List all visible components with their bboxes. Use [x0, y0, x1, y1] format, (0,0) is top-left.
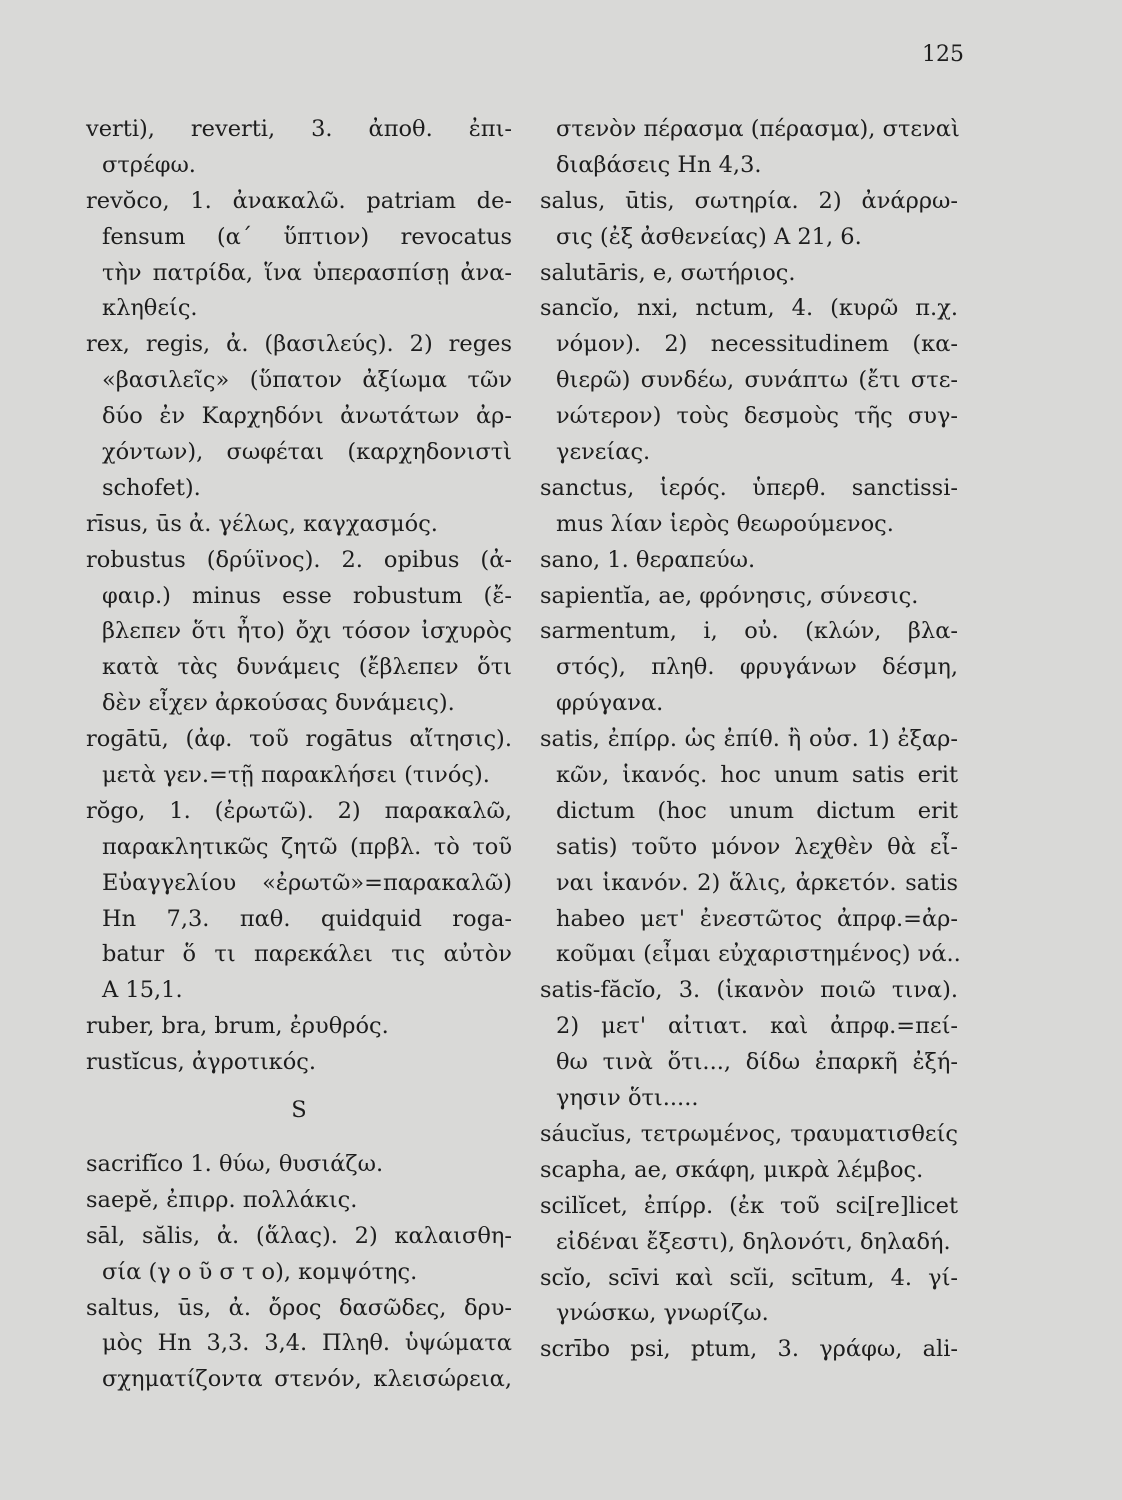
entry-continuation-line: νώτερον) τοὺς δεσμοὺς τῆς συγ- [556, 403, 958, 430]
entry-continuation-line: γησιν ὅτι..... [556, 1085, 699, 1112]
entry-continuation-line: fensum (α΄ ὕπτιον) revocatus [102, 223, 512, 250]
entry-line: scrībo psi, ptum, 3. γράφω, ali- [540, 1336, 958, 1363]
entry-line: sancĭo, nxi, nctum, 4. (κυρῶ π.χ. [540, 295, 958, 322]
entry-continuation-line: κατὰ τὰς δυνάμεις (ἔβλεπεν ὅτι [102, 654, 512, 681]
entry-line: salus, ūtis, σωτηρία. 2) ἀνάρρω- [540, 187, 958, 214]
entry-line: sáucĭus, τετρωμένος, τραυματισθείς [540, 1120, 958, 1147]
entry-continuation-line: δύο ἐν Καρχηδόνι ἀνωτάτων ἀρ- [102, 403, 512, 430]
entry-continuation-line: σία (γ ο ῦ σ τ ο), κομψότης. [102, 1258, 418, 1285]
entry-line: sapientĭa, ae, φρόνησις, σύνεσις. [540, 582, 919, 609]
entry-continuation-line: δὲν εἶχεν ἀρκούσας δυνάμεις). [102, 690, 455, 717]
entry-line: rex, regis, ἀ. (βασιλεύς). 2) reges [86, 331, 512, 358]
entry-line: sarmentum, i, οὐ. (κλών, βλα- [540, 618, 958, 645]
entry-line: saltus, ūs, ἀ. ὄρος δασῶδες, δρυ- [86, 1294, 512, 1321]
entry-continuation-line: βλεπεν ὅτι ἦτο) ὄχι τόσον ἰσχυρὸς [102, 618, 512, 645]
entry-continuation-line: ναι ἱκανόν. 2) ἅλις, ἀρκετόν. satis [556, 869, 958, 896]
entry-line: sacrifĭco 1. θύω, θυσιάζω. [86, 1150, 384, 1177]
section-letter: S [291, 1097, 307, 1124]
entry-continuation-line: dictum (hoc unum dictum erit [556, 797, 958, 824]
entry-continuation-line: στενὸν πέρασμα (πέρασμα), στεναὶ [556, 116, 960, 142]
entry-continuation-line: batur ὅ τι παρεκάλει τις αὐτὸν [102, 941, 512, 968]
right-column [540, 112, 961, 1368]
entry-continuation-line: 2) μετ' αἰτιατ. καὶ ἀπρφ.=πεί- [556, 1013, 958, 1040]
entry-line: rustĭcus, ἀγροτικός. [86, 1049, 317, 1076]
entry-line: sanctus, ἱερός. ὑπερθ. sanctissi- [540, 474, 958, 501]
entry-line: satis, ἐπίρρ. ὡς ἐπίθ. ἢ οὐσ. 1) ἐξαρ- [540, 726, 958, 753]
entry-continuation-line: φαιρ.) minus esse robustum (ἔ- [102, 582, 512, 609]
entry-continuation-line: κοῦμαι (εἶμαι εὐχαριστημένος) νά.. [556, 941, 961, 968]
entry-continuation-line: satis) τοῦτο μόνον λεχθὲν θὰ εἶ- [556, 833, 958, 860]
entry-continuation-line: τὴν πατρίδα, ἵνα ὑπερασπίσῃ ἀνα- [102, 259, 512, 286]
entry-continuation-line: κῶν, ἱκανός. hoc unum satis erit [556, 762, 958, 789]
entry-continuation-line: σχηματίζοντα στενόν, κλεισώρεια, [102, 1366, 512, 1393]
entry-continuation-line: χόντων), σωφέται (καρχηδονιστὶ [102, 439, 512, 466]
entry-continuation-line: Hn 7,3. παθ. quidquid roga- [102, 905, 512, 932]
entry-line: sano, 1. θεραπεύω. [540, 546, 756, 573]
entry-line: robustus (δρύϊνος). 2. opibus (ἀ- [86, 546, 512, 573]
entry-continuation-line: γενείας. [556, 439, 651, 466]
entry-line: rŏgo, 1. (ἐρωτῶ). 2) παρακαλῶ, [86, 797, 512, 824]
entry-line: verti), reverti, 3. ἀποθ. ἐπι- [86, 116, 512, 142]
entry-line: rogātū, (ἀφ. τοῦ rogātus αἴτησις). [86, 726, 512, 753]
entry-line: saepĕ, ἐπιρρ. πολλάκις. [86, 1186, 358, 1213]
entry-continuation-line: Εὐαγγελίου «ἐρωτῶ»=παρακαλῶ) [102, 869, 512, 896]
page-number: 125 [922, 42, 964, 67]
entry-line: rīsus, ūs ἀ. γέλως, καγχασμός. [86, 510, 438, 537]
left-column [86, 112, 512, 1398]
entry-continuation-line: «βασιλεῖς» (ὕπατον ἀξίωμα τῶν [102, 367, 512, 394]
entry-continuation-line: habeo μετ' ἐνεστῶτος ἀπρφ.=ἀρ- [556, 905, 958, 932]
entry-line: sāl, sălis, ἀ. (ἅλας). 2) καλαισθη- [86, 1222, 512, 1249]
entry-continuation-line: στός), πληθ. φρυγάνων δέσμη, [556, 654, 958, 681]
entry-continuation-line: εἰδέναι ἔξεστι), δηλονότι, δηλαδή. [556, 1228, 951, 1255]
entry-continuation-line: παρακλητικῶς ζητῶ (πρβλ. τὸ τοῦ [102, 833, 512, 860]
entry-continuation-line: mus λίαν ἱερὸς θεωρούμενος. [556, 510, 894, 537]
entry-continuation-line: A 15,1. [102, 977, 183, 1004]
entry-continuation-line: schofet). [102, 474, 201, 501]
entry-line: salutāris, e, σωτήριος. [540, 259, 796, 286]
entry-continuation-line: κληθείς. [102, 295, 198, 322]
entry-line: revŏco, 1. ἀνακαλῶ. patriam de- [86, 187, 512, 214]
entry-continuation-line: μὸς Hn 3,3. 3,4. Πληθ. ὑψώματα [102, 1330, 512, 1357]
entry-continuation-line: σις (ἐξ ἀσθενείας) A 21, 6. [556, 223, 862, 250]
entry-line: satis-făcĭo, 3. (ἱκανὸν ποιῶ τινα). [540, 977, 958, 1004]
entry-line: scĭo, scīvi καὶ scĭi, scītum, 4. γί- [540, 1264, 958, 1291]
entry-continuation-line: γνώσκω, γνωρίζω. [556, 1300, 769, 1327]
entry-continuation-line: στρέφω. [102, 151, 196, 178]
entry-continuation-line: θω τινὰ ὅτι..., δίδω ἐπαρκῆ ἐξή- [556, 1049, 958, 1076]
entry-continuation-line: θιερῶ) συνδέω, συνάπτω (ἔτι στε- [556, 367, 958, 394]
entry-continuation-line: διαβάσεις Hn 4,3. [556, 151, 762, 178]
entry-line: scapha, ae, σκάφη, μικρὰ λέμβος. [540, 1156, 924, 1183]
entry-continuation-line: νόμον). 2) necessitudinem (κα- [556, 331, 958, 358]
entry-line: scilĭcet, ἐπίρρ. (ἐκ τοῦ sci[re]licet [540, 1192, 958, 1219]
entry-continuation-line: μετὰ γεν.=τῇ παρακλήσει (τινός). [102, 762, 490, 789]
entry-continuation-line: φρύγανα. [556, 690, 664, 717]
entry-line: ruber, bra, brum, ἐρυθρός. [86, 1013, 389, 1040]
